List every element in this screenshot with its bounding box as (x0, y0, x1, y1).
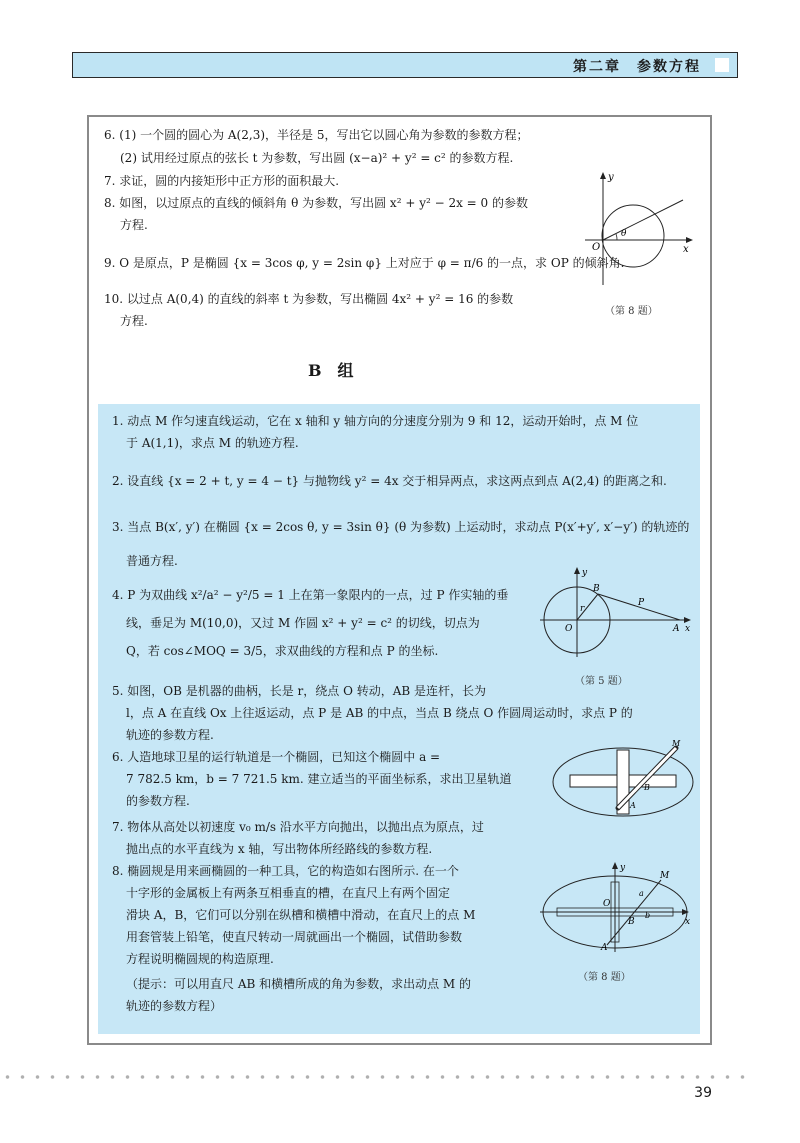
b-problem-2: 2. 设直线 {x = 2 + t, y = 4 − t} 与抛物线 y² = 4x 交于相异两点，求这两点到点 A(2,4) 的距离之和. (112, 474, 667, 488)
b-problem-5-line2: l，点 A 在直线 Ox 上往返运动，点 P 是 AB 的中点，当点 B 绕点 O 作圆周运动时，求点 P 的 (126, 706, 633, 720)
b-problem-3-line1: 3. 当点 B(x′, y′) 在椭圆 {x = 2cos θ, y = 3sin θ} (θ 为参数) 上运动时，求动点 P(x′+y′, x′−y′) 的轨迹的 (112, 520, 690, 534)
fig-b8-o-label: O (603, 899, 611, 909)
fig-b6-b-label: B (644, 783, 650, 792)
header-corner-mark (715, 58, 729, 72)
b-problem-5-line1: 5. 如图，OB 是机器的曲柄，长是 r，绕点 O 转动，AB 是连杆，长为 (112, 684, 487, 698)
b-problem-7-line2: 抛出点的水平直线为 x 轴，写出物体所经路线的参数方程. (126, 842, 433, 856)
fig-a8-origin-label: O (592, 242, 601, 253)
fig-b5-b-label: B (593, 584, 600, 594)
fig-b8-a-label: A (601, 943, 608, 953)
b-problem-6-line3: 的参数方程. (126, 794, 190, 808)
b-problem-8-line3: 滑块 A，B，它们可以分别在纵槽和横槽中滑动，在直尺上的点 M (126, 908, 476, 922)
fig-b5-r-label: r (580, 604, 585, 614)
fig-b5-a-label: A (673, 624, 680, 634)
a-problem-6-part2: (2) 试用经过原点的弦长 t 为参数，写出圆 (x−a)² + y² = c² 的参数方程. (120, 151, 514, 165)
fig-b5-y-label: y (582, 568, 588, 578)
b-problem-6-line2: 7 782.5 km，b = 7 721.5 km. 建立适当的平面坐标系，求出卫星轨道 (126, 772, 512, 786)
b-problem-4-line2: 线，垂足为 M(10,0)，又过 M 作圆 x² + y² = c² 的切线，切点为 (126, 616, 480, 630)
fig-b8-b-label: B (628, 917, 635, 927)
figure-b8-caption: （第 8 题） (578, 972, 631, 983)
b-problem-8-line2: 十字形的金属板上有两条互相垂直的槽，在直尺上有两个固定 (126, 886, 451, 900)
b-group-title: B 组 (308, 361, 354, 380)
fig-b8-a-length-label: a (639, 889, 644, 898)
fig-b5-y-arrow (574, 567, 580, 574)
footer-dotted-rule (0, 1075, 750, 1079)
fig-b5-p-label: P (638, 598, 645, 608)
page-number: 39 (694, 1085, 712, 1101)
b-problem-8-line4: 用套管装上铅笔，使直尺转动一周就画出一个椭圆，试借助参数 (126, 930, 463, 944)
fig-a8-x-label: x (683, 244, 689, 255)
fig-a8-x-arrow (686, 237, 693, 243)
fig-a8-theta-label: θ (621, 229, 627, 239)
b-problem-8-line5: 方程说明椭圆规的构造原理. (126, 952, 274, 966)
fig-b8-m-label: M (660, 871, 670, 881)
a-problem-9: 9. O 是原点，P 是椭圆 {x = 3cos φ, y = 2sin φ} 上对应于 φ = π/6 的一点，求 OP 的倾斜角. (104, 256, 625, 270)
b-problem-8-line1: 8. 椭圆规是用来画椭圆的一种工具，它的构造如右图所示. 在一个 (112, 864, 459, 878)
a-problem-6-part1: 6. (1) 一个圆的圆心为 A(2,3)，半径是 5，写出它以圆心角为参数的参数方程； (104, 128, 529, 142)
fig-a8-angle-arc (616, 234, 617, 240)
b-problem-3-line2: 普通方程. (126, 554, 178, 568)
fig-b8-x-label: x (685, 917, 691, 927)
b-problem-4-line1: 4. P 为双曲线 x²/a² − y²/5 = 1 上在第一象限内的一点，过 P 作实轴的垂 (112, 588, 509, 602)
figure-b5 (535, 565, 695, 660)
a-problem-8-line1: 8. 如图，以过原点的直线的倾斜角 θ 为参数，写出圆 x² + y² − 2x = 0 的参数 (104, 196, 529, 210)
a-problem-7: 7. 求证，圆的内接矩形中正方形的面积最大. (104, 174, 340, 188)
b-problem-8-hint-line1: （提示：可以用直尺 AB 和横槽所成的角为参数，求出动点 M 的 (126, 977, 472, 991)
b-problem-5-line3: 轨迹的参数方程. (126, 728, 214, 742)
fig-a8-y-label: y (608, 172, 614, 183)
b-problem-1-line2: 于 A(1,1)，求点 M 的轨迹方程. (126, 436, 299, 450)
chapter-header (72, 52, 738, 78)
fig-b6-m-label: M (672, 739, 681, 748)
fig-b5-o-label: O (565, 624, 573, 634)
figure-b5-caption: （第 5 题） (575, 676, 628, 687)
fig-a8-y-arrow (600, 172, 606, 179)
b-problem-8-hint-line2: 轨迹的参数方程） (126, 999, 223, 1013)
fig-b8-b-length-label: b (645, 911, 651, 920)
a-problem-10-line2: 方程. (120, 314, 148, 328)
fig-b6-a-label: A (630, 801, 636, 810)
fig-b8-x-arrow (682, 909, 689, 915)
fig-b5-x-arrow (684, 617, 691, 623)
b-problem-1-line1: 1. 动点 M 作匀速直线运动，它在 x 轴和 y 轴方向的分速度分别为 9 和 12，运动开始时，点 M 位 (112, 414, 639, 428)
fig-b8-y-arrow (612, 862, 618, 869)
fig-b5-x-label: x (685, 624, 691, 634)
a-problem-10-line1: 10. 以过点 A(0,4) 的直线的斜率 t 为参数，写出椭圆 4x² + y² = 16 的参数 (104, 292, 514, 306)
b-problem-6-line1: 6. 人造地球卫星的运行轨道是一个椭圆，已知这个椭圆中 a = (112, 750, 441, 764)
figure-b6 (548, 740, 698, 820)
figure-a8 (575, 170, 695, 290)
b-problem-4-line3: Q，若 cos∠MOQ = 3/5，求双曲线的方程和点 P 的坐标. (126, 644, 439, 658)
a-problem-8-line2: 方程. (120, 218, 148, 232)
fig-b8-y-label: y (620, 863, 626, 873)
chapter-title: 第二章 参数方程 (573, 59, 701, 75)
fig-a8-line (603, 200, 683, 240)
figure-b8 (535, 860, 695, 955)
b-problem-7-line1: 7. 物体从高处以初速度 v₀ m/s 沿水平方向抛出，以抛出点为原点，过 (112, 820, 484, 834)
figure-a8-caption: （第 8 题） (605, 306, 658, 317)
